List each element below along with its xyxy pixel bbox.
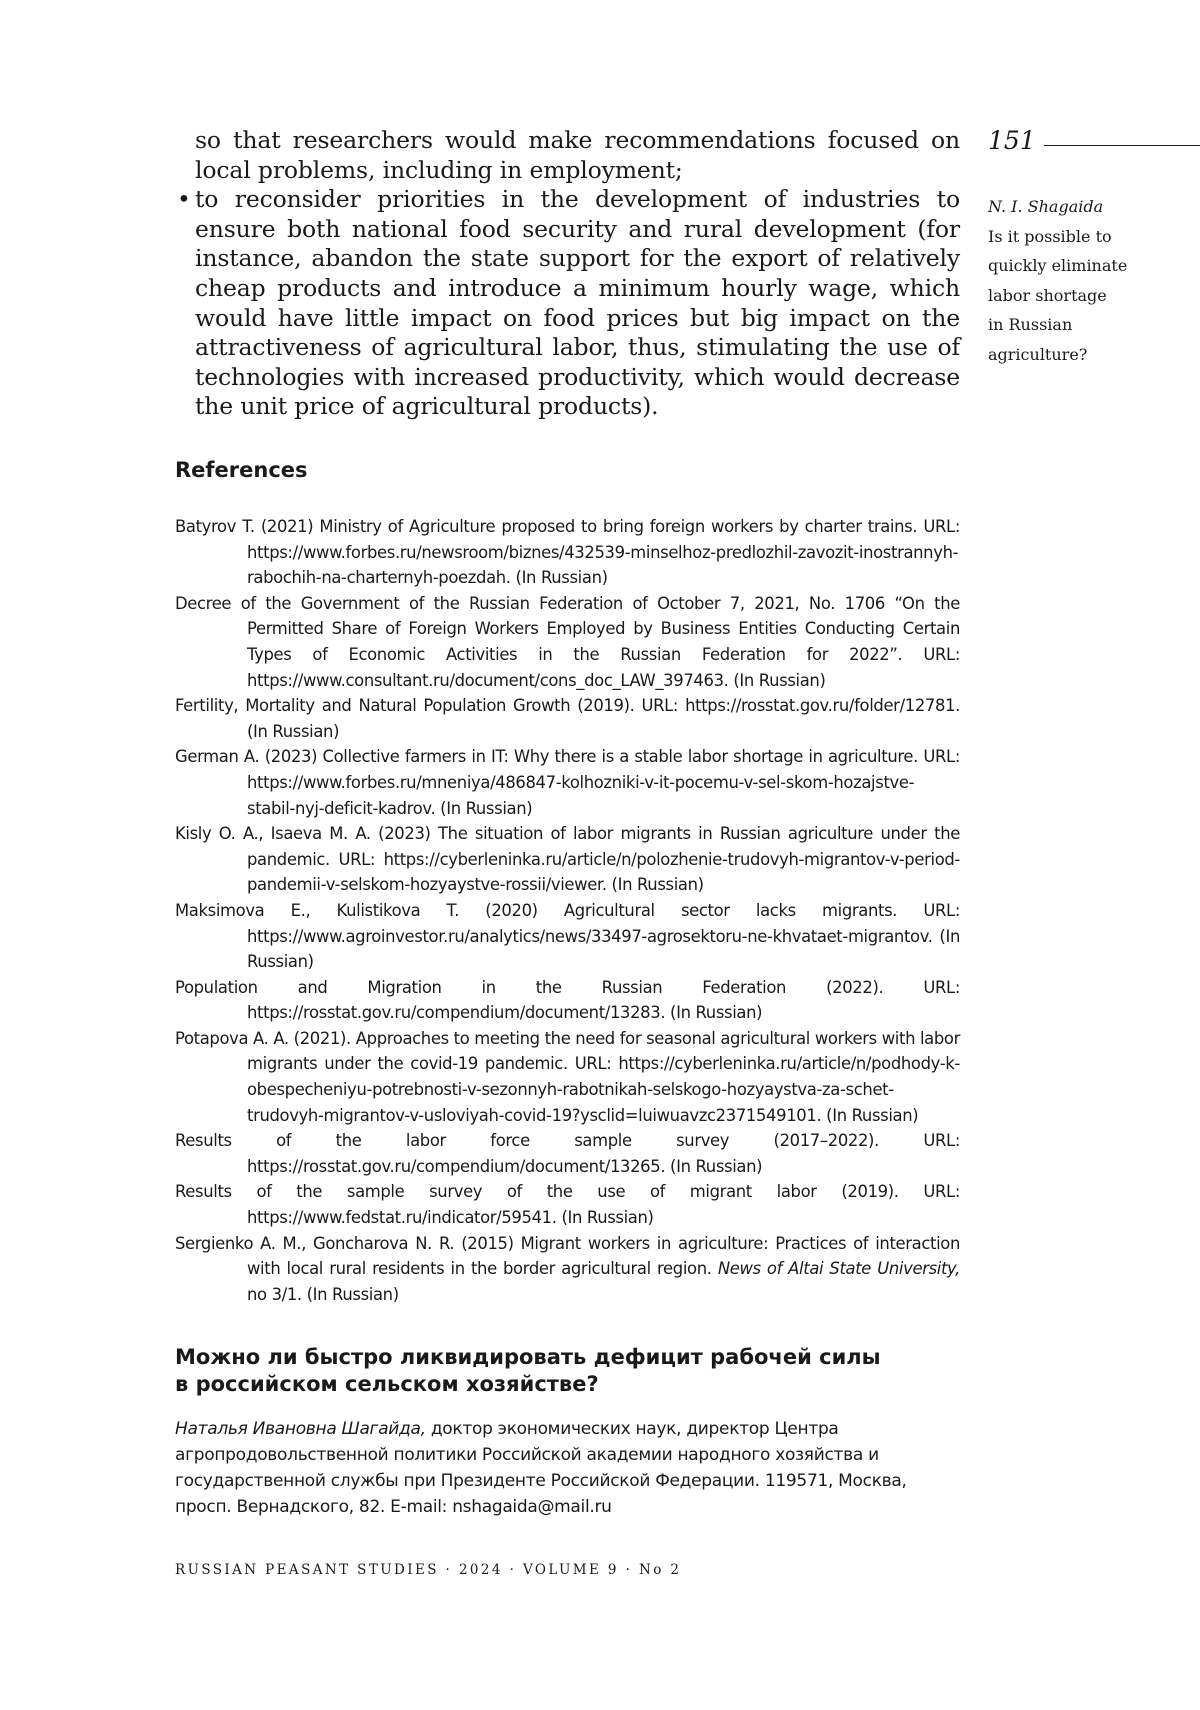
references-heading: References xyxy=(175,458,308,482)
reference-item: Fertility, Mortality and Natural Population Growth (2019). URL: https://rosstat.gov.ru/folder/12781. (In Russian) xyxy=(175,693,960,744)
reference-item: Potapova A. A. (2021). Approaches to meeting the need for seasonal agricultural workers with labor migrants under the covid-19 pandemic. URL: https://cyberleninka.ru/article/n/podhody-k-obespecheniyu-potrebnosti-v-sezonnyh-rabotnikah-selskogo-hozyaystva-za-schet-trudovyh-migrantov-v-usloviyah-covid-19?ysclid=luiwuavzc2371549101. (In Russian) xyxy=(175,1026,960,1128)
author-name: Наталья Ивановна Шагайда, xyxy=(175,1419,426,1439)
reference-item: Kisly O. A., Isaeva M. A. (2023) The situation of labor migrants in Russian agriculture under the pandemic. URL: https://cyberleninka.ru/article/n/polozhenie-trudovyh-migrantov-v-period-pandemii-v-selskom-hozyaystve-rossii/viewer. (In Russian) xyxy=(175,821,960,898)
russian-title-line: в российском сельском хозяйстве? xyxy=(175,1371,975,1398)
russian-author-info xyxy=(175,1416,965,1520)
reference-item: Maksimova E., Kulistikova T. (2020) Agricultural sector lacks migrants. URL: https://www.agroinvestor.ru/analytics/news/33497-agrosektoru-ne-khvataet-migrantov. (In Russian) xyxy=(175,898,960,975)
continuation-paragraph: so that researchers would make recommendations focused on local problems, including in employment; xyxy=(195,126,960,185)
reference-item: Decree of the Government of the Russian Federation of October 7, 2021, No. 1706 “On the Permitted Share of Foreign Workers Employed by Business Entities Conducting Certain Types of Economic Activities in the Russian Federation for 2022”. URL: https://www.consultant.ru/document/cons_doc_LAW_397463. (In Russian) xyxy=(175,591,960,693)
reference-text-end: no 3/1. (In Russian) xyxy=(247,1285,399,1304)
author-affiliation: доктор экономических наук, директор Центра агропродовольственной политики Российской академии народного хозяйства и государственной службы при Президенте Российской Федерации. 119571, Москва, просп. Вернадского, 82. E-mail: nshagaida@mail.ru xyxy=(175,1419,907,1517)
bullet-list xyxy=(195,185,960,422)
bullet-item: • to reconsider priorities in the development of industries to ensure both national food security and rural development (for instance, abandon the state support for the export of relatively cheap products and introduce a minimum hourly wage, which would have little impact on food prices but big impact on the attractiveness of agricultural labor, thus, stimulating the use of technologies with increased productivity, which would decrease the unit price of agricultural products). xyxy=(195,185,960,422)
page xyxy=(0,0,1200,1710)
reference-text: Sergienko A. M., Goncharova N. R. (2015) Migrant workers in agriculture: Practices of interaction with local rural residents in the border agricultural region. xyxy=(175,1234,960,1279)
running-head-title-line: Is it possible to xyxy=(988,222,1188,252)
running-head-author: N. I. Shagaida xyxy=(988,192,1188,222)
running-head-title-line: in Russian xyxy=(988,310,1188,340)
page-number-rule xyxy=(1044,145,1200,146)
reference-journal: News of Altai State University, xyxy=(718,1259,960,1278)
reference-item: German A. (2023) Collective farmers in IT: Why there is a stable labor shortage in agriculture. URL: https://www.forbes.ru/mneniya/486847-kolhozniki-v-it-pocemu-v-sel-skom-hozajstve-stabil-nyj-deficit-kadrov. (In Russian) xyxy=(175,744,960,821)
running-head xyxy=(988,192,1188,369)
body-text xyxy=(195,126,960,422)
page-number: 151 xyxy=(988,126,1036,155)
reference-item: Population and Migration in the Russian Federation (2022). URL: https://rosstat.gov.ru/compendium/document/13283. (In Russian) xyxy=(175,975,960,1026)
journal-footer: RUSSIAN PEASANT STUDIES · 2024 · VOLUME 9 · No 2 xyxy=(175,1562,681,1578)
references-list xyxy=(175,514,960,1307)
reference-item: Batyrov T. (2021) Ministry of Agriculture proposed to bring foreign workers by charter trains. URL: https://www.forbes.ru/newsroom/biznes/432539-minselhoz-predlozhil-zavozit-inostrannyh-rabochih-na-charternyh-poezdah. (In Russian) xyxy=(175,514,960,591)
running-head-title-line: agriculture? xyxy=(988,340,1188,370)
running-head-title-line: labor shortage xyxy=(988,281,1188,311)
reference-item-last xyxy=(175,1231,960,1308)
reference-item: Results of the labor force sample survey (2017–2022). URL: https://rosstat.gov.ru/compendium/document/13265. (In Russian) xyxy=(175,1128,960,1179)
reference-item: Results of the sample survey of the use of migrant labor (2019). URL: https://www.fedstat.ru/indicator/59541. (In Russian) xyxy=(175,1179,960,1230)
russian-title-line: Можно ли быстро ликвидировать дефицит рабочей силы xyxy=(175,1344,975,1371)
running-head-title-line: quickly eliminate xyxy=(988,251,1188,281)
russian-title xyxy=(175,1344,975,1398)
